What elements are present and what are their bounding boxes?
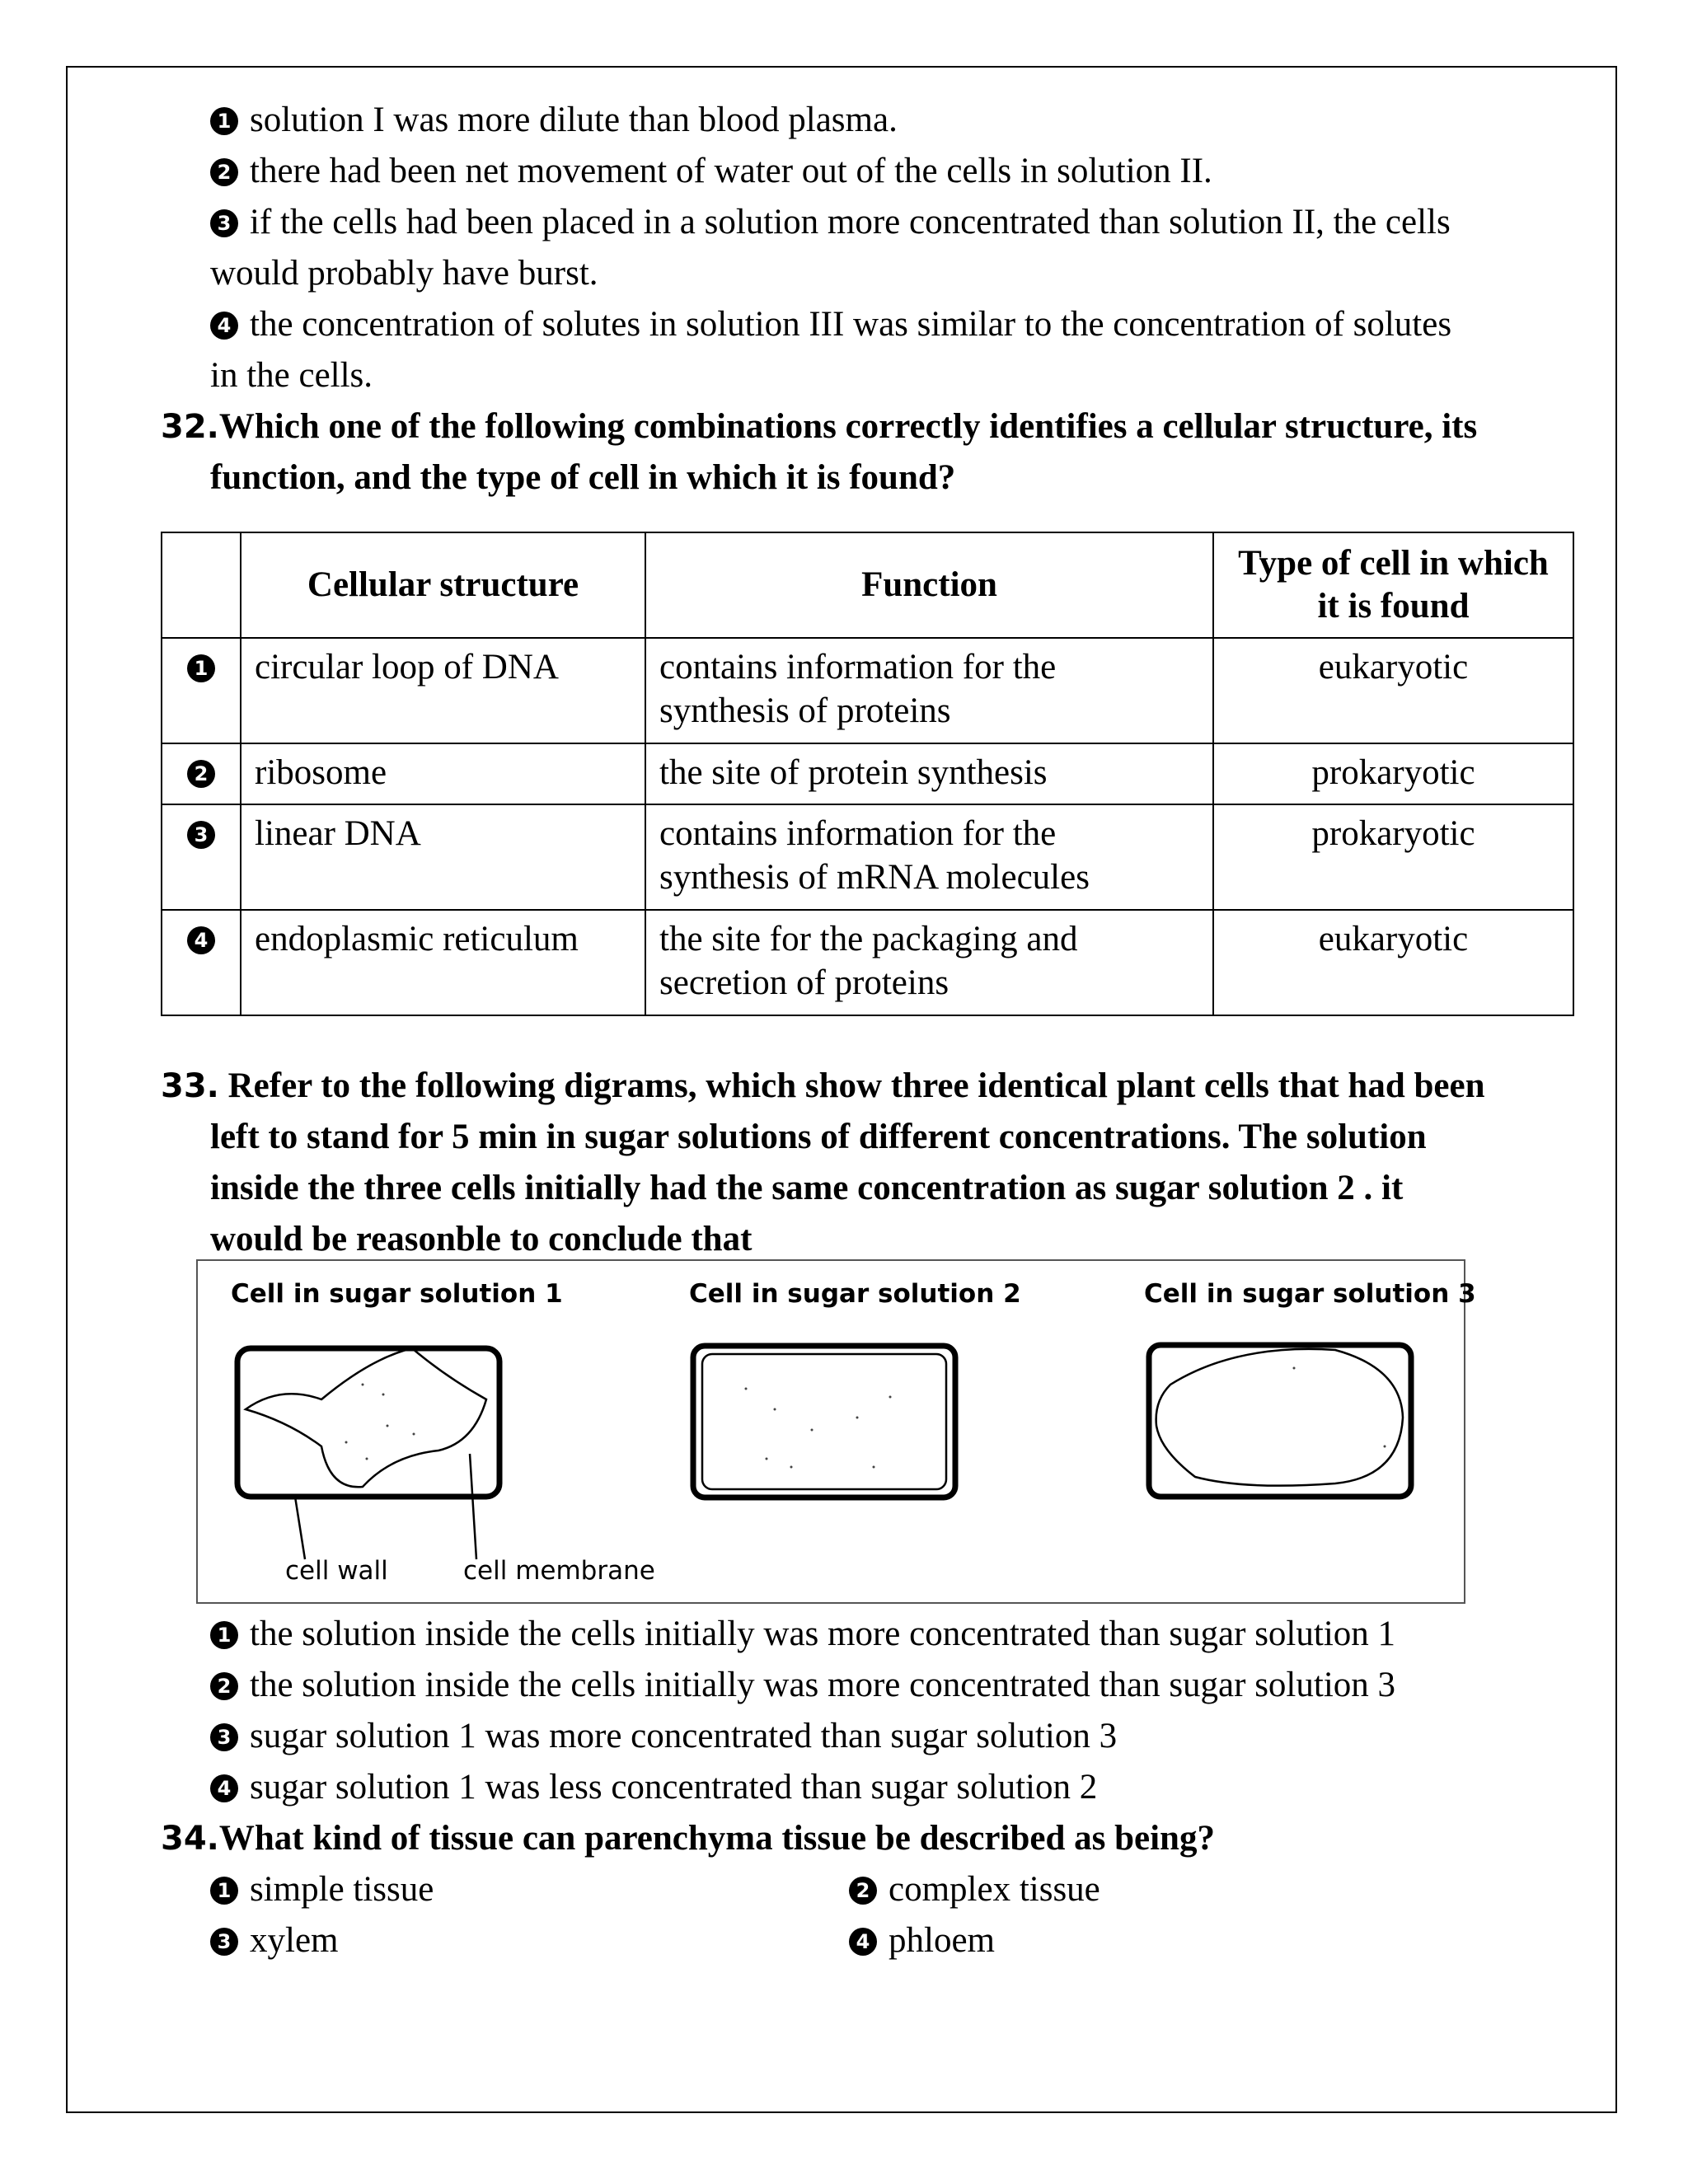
- plant-cell-diagram: [196, 1259, 1476, 1604]
- q33-option-1[interactable]: 1 the solution inside the cells initially was more concentrated than sugar solution 1: [210, 1609, 1395, 1660]
- cell-2-drawing: [693, 1346, 955, 1497]
- row-function: contains information for the synthesis of mRNA molecules: [645, 804, 1213, 910]
- question-number: 34.: [161, 1820, 219, 1858]
- cell-1-wall: [237, 1348, 499, 1497]
- caption-solution-3: Cell in sugar solution 3: [1144, 1279, 1476, 1309]
- q34-option-4[interactable]: 4 phloem: [849, 1915, 995, 1966]
- cell-2-dots: [745, 1388, 892, 1469]
- cell-3-dots: [1293, 1367, 1386, 1448]
- q34-option-1[interactable]: 1 simple tissue: [210, 1864, 434, 1915]
- q31-option-4[interactable]: 4 the concentration of solutes in solution III was similar to the concentration of solutes: [210, 299, 1451, 350]
- option-marker-icon: 3: [210, 209, 238, 237]
- cell-membrane-pointer: [470, 1454, 476, 1559]
- q31-option-2[interactable]: 2 there had been net movement of water out of the cells in solution II.: [210, 146, 1212, 197]
- option-marker-icon: 4: [210, 1774, 238, 1802]
- table-header-function: Function: [645, 532, 1213, 638]
- row-type: prokaryotic: [1213, 743, 1573, 804]
- table-row[interactable]: [162, 804, 1573, 910]
- option-marker-icon: 3: [210, 1928, 238, 1956]
- row-marker: [162, 910, 241, 1015]
- q32-title: 32.Which one of the following combinations correctly identifies a cellular structure, its: [161, 407, 1478, 446]
- q34-option-3[interactable]: 3 xylem: [210, 1915, 338, 1966]
- q31-option-1[interactable]: 1 solution I was more dilute than blood plasma.: [210, 95, 898, 146]
- row-structure: endoplasmic reticulum: [241, 910, 645, 1015]
- q31-option-3-continued: would probably have burst.: [210, 254, 598, 293]
- table-row[interactable]: [162, 743, 1573, 804]
- label-cell-wall: cell wall: [285, 1556, 388, 1586]
- caption-solution-2: Cell in sugar solution 2: [689, 1279, 1021, 1309]
- q32-title-continued: function, and the type of cell in which it is found?: [210, 458, 956, 497]
- option-marker-icon: 2: [210, 158, 238, 186]
- row-structure: circular loop of DNA: [241, 638, 645, 743]
- table-row[interactable]: [162, 638, 1573, 743]
- option-marker-icon: 4: [187, 926, 215, 954]
- table-header-structure: Cellular structure: [241, 532, 645, 638]
- cell-structure-table: [161, 532, 1574, 1016]
- table-header-type: Type of cell in which it is found: [1213, 532, 1573, 638]
- question-number: 33.: [161, 1067, 219, 1105]
- row-function: the site of protein synthesis: [645, 743, 1213, 804]
- q33-option-4[interactable]: 4 sugar solution 1 was less concentrated than sugar solution 2: [210, 1762, 1097, 1813]
- cell-drawings: [198, 1261, 1464, 1602]
- cell-1-membrane: [246, 1348, 486, 1487]
- table-header-blank: [162, 532, 241, 638]
- option-marker-icon: 1: [210, 107, 238, 135]
- row-structure: ribosome: [241, 743, 645, 804]
- question-number: 32.: [161, 408, 219, 446]
- q31-option-4-continued: in the cells.: [210, 356, 373, 395]
- cell-2-wall: [693, 1346, 955, 1497]
- q33-title-line2: left to stand for 5 min in sugar solutions of different concentrations. The solution: [210, 1118, 1427, 1156]
- option-marker-icon: 2: [849, 1877, 877, 1905]
- cell-1-dots: [345, 1384, 415, 1460]
- option-marker-icon: 3: [210, 1723, 238, 1751]
- row-function: the site for the packaging and secretion of proteins: [645, 910, 1213, 1015]
- q33-title: 33. Refer to the following digrams, which show three identical plant cells that had been: [161, 1066, 1485, 1105]
- option-marker-icon: 1: [210, 1877, 238, 1905]
- option-marker-icon: 2: [187, 760, 215, 788]
- row-structure: linear DNA: [241, 804, 645, 910]
- option-marker-icon: 1: [210, 1621, 238, 1649]
- row-function: contains information for the synthesis of proteins: [645, 638, 1213, 743]
- q34-title: 34.What kind of tissue can parenchyma tissue be described as being?: [161, 1819, 1215, 1858]
- cell-1-drawing: [237, 1348, 499, 1559]
- cell-3-drawing: [1149, 1345, 1411, 1497]
- q34-option-2[interactable]: 2 complex tissue: [849, 1864, 1100, 1915]
- row-marker: [162, 638, 241, 743]
- cell-wall-pointer: [295, 1497, 305, 1559]
- row-marker: [162, 743, 241, 804]
- table-row[interactable]: [162, 910, 1573, 1015]
- q33-option-3[interactable]: 3 sugar solution 1 was more concentrated than sugar solution 3: [210, 1711, 1117, 1762]
- option-marker-icon: 4: [849, 1928, 877, 1956]
- row-type: eukaryotic: [1213, 910, 1573, 1015]
- cell-2-membrane: [702, 1354, 946, 1489]
- option-marker-icon: 3: [187, 821, 215, 849]
- caption-solution-1: Cell in sugar solution 1: [231, 1279, 563, 1309]
- row-type: eukaryotic: [1213, 638, 1573, 743]
- option-marker-icon: 2: [210, 1672, 238, 1700]
- q33-title-line4: would be reasonble to conclude that: [210, 1220, 753, 1258]
- q31-option-3[interactable]: 3 if the cells had been placed in a solution more concentrated than solution II, the cells: [210, 197, 1451, 248]
- table-header-row: [162, 532, 1573, 638]
- cell-3-membrane: [1156, 1349, 1403, 1486]
- q33-option-2[interactable]: 2 the solution inside the cells initially was more concentrated than sugar solution 3: [210, 1660, 1395, 1711]
- label-cell-membrane: cell membrane: [463, 1556, 655, 1586]
- q33-title-line3: inside the three cells initially had the same concentration as sugar solution 2 . it: [210, 1169, 1404, 1207]
- row-marker: [162, 804, 241, 910]
- option-marker-icon: 4: [210, 312, 238, 340]
- row-type: prokaryotic: [1213, 804, 1573, 910]
- option-marker-icon: 1: [187, 654, 215, 682]
